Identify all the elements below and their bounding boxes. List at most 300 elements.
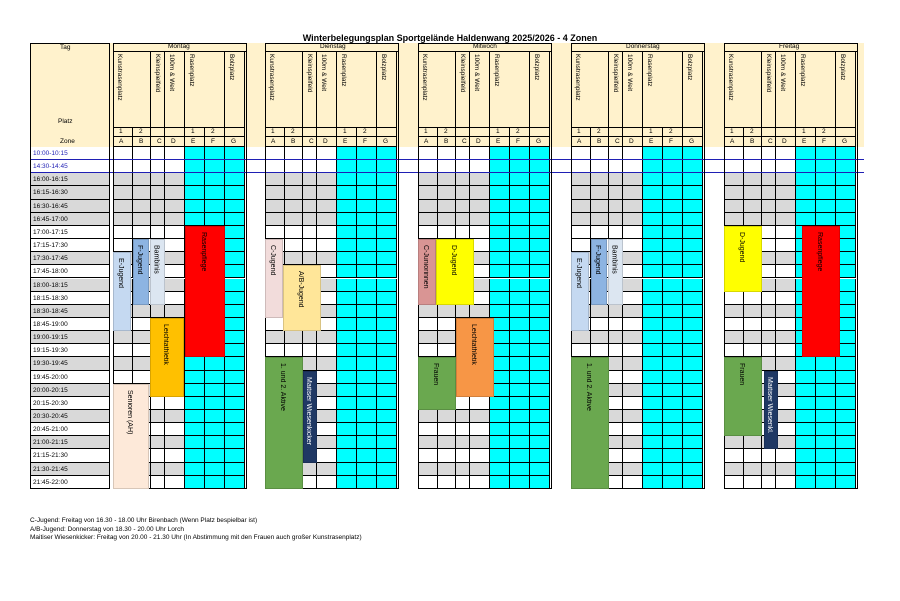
slot-cell[interactable]: [357, 226, 377, 239]
slot-cell[interactable]: [317, 410, 337, 423]
slot-cell[interactable]: [571, 331, 591, 344]
slot-cell[interactable]: [510, 449, 530, 462]
slot-cell[interactable]: [643, 331, 663, 344]
slot-cell[interactable]: [816, 410, 836, 423]
slot-cell[interactable]: [530, 265, 550, 278]
slot-cell[interactable]: [623, 344, 643, 357]
slot-cell[interactable]: [185, 213, 205, 226]
slot-cell[interactable]: [683, 410, 703, 423]
slot-cell[interactable]: [337, 344, 357, 357]
slot-cell[interactable]: [816, 449, 836, 462]
slot-cell[interactable]: [776, 292, 796, 305]
slot-cell[interactable]: [683, 476, 703, 489]
slot-cell[interactable]: [265, 226, 285, 239]
slot-cell[interactable]: [623, 423, 643, 436]
slot-cell[interactable]: [418, 423, 438, 436]
slot-cell[interactable]: [357, 292, 377, 305]
slot-cell[interactable]: [337, 252, 357, 265]
slot-cell[interactable]: [113, 186, 133, 199]
slot-cell[interactable]: [663, 463, 683, 476]
slot-cell[interactable]: [470, 463, 490, 476]
slot-cell[interactable]: [663, 436, 683, 449]
slot-cell[interactable]: [683, 384, 703, 397]
slot-cell[interactable]: [683, 160, 703, 173]
slot-cell[interactable]: [285, 160, 303, 173]
slot-cell[interactable]: [185, 463, 205, 476]
slot-cell[interactable]: [456, 423, 470, 436]
slot-cell[interactable]: [133, 331, 151, 344]
slot-cell[interactable]: [683, 449, 703, 462]
slot-cell[interactable]: [185, 200, 205, 213]
slot-cell[interactable]: [317, 463, 337, 476]
slot-cell[interactable]: [623, 449, 643, 462]
slot-cell[interactable]: [591, 186, 609, 199]
slot-cell[interactable]: [377, 160, 397, 173]
slot-cell[interactable]: [285, 239, 303, 252]
slot-cell[interactable]: [456, 213, 470, 226]
slot-cell[interactable]: [643, 384, 663, 397]
slot-cell[interactable]: [609, 318, 623, 331]
slot-cell[interactable]: [643, 213, 663, 226]
slot-cell[interactable]: [796, 410, 816, 423]
slot-cell[interactable]: [591, 213, 609, 226]
slot-cell[interactable]: [151, 200, 165, 213]
slot-cell[interactable]: [571, 173, 591, 186]
slot-cell[interactable]: [571, 239, 591, 252]
slot-cell[interactable]: [133, 344, 151, 357]
slot-cell[interactable]: [377, 449, 397, 462]
slot-cell[interactable]: [623, 436, 643, 449]
slot-cell[interactable]: [510, 436, 530, 449]
slot-cell[interactable]: [337, 476, 357, 489]
slot-cell[interactable]: [623, 371, 643, 384]
slot-cell[interactable]: [317, 371, 337, 384]
slot-cell[interactable]: [337, 410, 357, 423]
slot-cell[interactable]: [456, 449, 470, 462]
slot-cell[interactable]: [683, 423, 703, 436]
slot-cell[interactable]: [377, 279, 397, 292]
slot-cell[interactable]: [762, 160, 776, 173]
slot-cell[interactable]: [744, 173, 762, 186]
slot-cell[interactable]: [796, 476, 816, 489]
slot-cell[interactable]: [418, 200, 438, 213]
slot-cell[interactable]: [683, 463, 703, 476]
slot-cell[interactable]: [591, 344, 609, 357]
slot-cell[interactable]: [836, 173, 856, 186]
slot-cell[interactable]: [663, 318, 683, 331]
slot-cell[interactable]: [643, 436, 663, 449]
slot-cell[interactable]: [744, 200, 762, 213]
slot-cell[interactable]: [623, 239, 643, 252]
slot-cell[interactable]: [776, 436, 796, 449]
slot-cell[interactable]: [490, 213, 510, 226]
slot-cell[interactable]: [683, 436, 703, 449]
slot-cell[interactable]: [438, 200, 456, 213]
slot-cell[interactable]: [205, 186, 225, 199]
slot-cell[interactable]: [530, 226, 550, 239]
slot-cell[interactable]: [683, 371, 703, 384]
slot-cell[interactable]: [185, 423, 205, 436]
slot-cell[interactable]: [165, 213, 185, 226]
slot-cell[interactable]: [776, 331, 796, 344]
slot-cell[interactable]: [683, 213, 703, 226]
slot-cell[interactable]: [510, 265, 530, 278]
slot-cell[interactable]: [490, 252, 510, 265]
slot-cell[interactable]: [683, 239, 703, 252]
slot-cell[interactable]: [133, 160, 151, 173]
slot-cell[interactable]: [438, 186, 456, 199]
slot-cell[interactable]: [357, 463, 377, 476]
slot-cell[interactable]: [816, 160, 836, 173]
slot-cell[interactable]: [456, 436, 470, 449]
slot-cell[interactable]: [796, 384, 816, 397]
slot-cell[interactable]: [225, 279, 245, 292]
slot-cell[interactable]: [185, 173, 205, 186]
slot-cell[interactable]: [762, 213, 776, 226]
slot-cell[interactable]: [265, 331, 285, 344]
slot-cell[interactable]: [744, 476, 762, 489]
slot-cell[interactable]: [816, 423, 836, 436]
slot-cell[interactable]: [836, 357, 856, 370]
slot-cell[interactable]: [683, 200, 703, 213]
slot-cell[interactable]: [836, 476, 856, 489]
slot-cell[interactable]: [816, 200, 836, 213]
slot-cell[interactable]: [609, 186, 623, 199]
slot-cell[interactable]: [623, 226, 643, 239]
slot-cell[interactable]: [113, 371, 133, 384]
slot-cell[interactable]: [609, 213, 623, 226]
slot-cell[interactable]: [165, 410, 185, 423]
slot-cell[interactable]: [225, 357, 245, 370]
slot-cell[interactable]: [683, 318, 703, 331]
slot-cell[interactable]: [762, 292, 776, 305]
slot-cell[interactable]: [663, 186, 683, 199]
slot-cell[interactable]: [185, 186, 205, 199]
slot-cell[interactable]: [438, 449, 456, 462]
slot-cell[interactable]: [165, 463, 185, 476]
slot-cell[interactable]: [377, 410, 397, 423]
slot-cell[interactable]: [744, 213, 762, 226]
slot-cell[interactable]: [571, 186, 591, 199]
slot-cell[interactable]: [609, 173, 623, 186]
slot-cell[interactable]: [205, 436, 225, 449]
slot-cell[interactable]: [205, 213, 225, 226]
slot-cell[interactable]: [205, 384, 225, 397]
slot-cell[interactable]: [165, 239, 185, 252]
slot-cell[interactable]: [377, 173, 397, 186]
slot-cell[interactable]: [317, 239, 337, 252]
slot-cell[interactable]: [225, 410, 245, 423]
slot-cell[interactable]: [643, 305, 663, 318]
slot-cell[interactable]: [510, 423, 530, 436]
slot-cell[interactable]: [643, 397, 663, 410]
slot-cell[interactable]: [762, 463, 776, 476]
slot-cell[interactable]: [357, 476, 377, 489]
slot-cell[interactable]: [377, 371, 397, 384]
slot-cell[interactable]: [337, 423, 357, 436]
slot-cell[interactable]: [663, 371, 683, 384]
slot-cell[interactable]: [762, 357, 776, 370]
slot-cell[interactable]: [225, 344, 245, 357]
slot-cell[interactable]: [623, 160, 643, 173]
slot-cell[interactable]: [683, 305, 703, 318]
slot-cell[interactable]: [357, 279, 377, 292]
slot-cell[interactable]: [357, 213, 377, 226]
slot-cell[interactable]: [683, 292, 703, 305]
slot-cell[interactable]: [836, 397, 856, 410]
slot-cell[interactable]: [683, 173, 703, 186]
slot-cell[interactable]: [185, 357, 205, 370]
slot-cell[interactable]: [663, 357, 683, 370]
slot-cell[interactable]: [744, 449, 762, 462]
slot-cell[interactable]: [609, 384, 623, 397]
slot-cell[interactable]: [530, 186, 550, 199]
slot-cell[interactable]: [530, 371, 550, 384]
slot-cell[interactable]: [225, 226, 245, 239]
slot-cell[interactable]: [816, 476, 836, 489]
slot-cell[interactable]: [796, 449, 816, 462]
slot-cell[interactable]: [377, 213, 397, 226]
slot-cell[interactable]: [816, 173, 836, 186]
slot-cell[interactable]: [724, 463, 744, 476]
slot-cell[interactable]: [796, 423, 816, 436]
slot-cell[interactable]: [185, 436, 205, 449]
slot-cell[interactable]: [357, 265, 377, 278]
slot-cell[interactable]: [609, 226, 623, 239]
slot-cell[interactable]: [357, 449, 377, 462]
slot-cell[interactable]: [776, 357, 796, 370]
slot-cell[interactable]: [776, 423, 796, 436]
slot-cell[interactable]: [510, 397, 530, 410]
slot-cell[interactable]: [663, 397, 683, 410]
slot-cell[interactable]: [623, 318, 643, 331]
slot-cell[interactable]: [285, 200, 303, 213]
slot-cell[interactable]: [133, 173, 151, 186]
slot-cell[interactable]: [438, 318, 456, 331]
slot-cell[interactable]: [609, 423, 623, 436]
slot-cell[interactable]: [317, 357, 337, 370]
slot-cell[interactable]: [724, 476, 744, 489]
slot-cell[interactable]: [470, 305, 490, 318]
slot-cell[interactable]: [205, 371, 225, 384]
slot-cell[interactable]: [762, 239, 776, 252]
slot-cell[interactable]: [663, 344, 683, 357]
slot-cell[interactable]: [225, 318, 245, 331]
slot-cell[interactable]: [643, 423, 663, 436]
slot-cell[interactable]: [744, 305, 762, 318]
slot-cell[interactable]: [744, 186, 762, 199]
slot-cell[interactable]: [337, 226, 357, 239]
slot-cell[interactable]: [530, 160, 550, 173]
slot-cell[interactable]: [225, 463, 245, 476]
slot-cell[interactable]: [357, 305, 377, 318]
slot-cell[interactable]: [470, 397, 490, 410]
slot-cell[interactable]: [418, 305, 438, 318]
slot-cell[interactable]: [776, 239, 796, 252]
slot-cell[interactable]: [377, 200, 397, 213]
slot-cell[interactable]: [337, 292, 357, 305]
slot-cell[interactable]: [776, 410, 796, 423]
slot-cell[interactable]: [357, 252, 377, 265]
slot-cell[interactable]: [438, 410, 456, 423]
slot-cell[interactable]: [623, 331, 643, 344]
slot-cell[interactable]: [490, 305, 510, 318]
slot-cell[interactable]: [205, 173, 225, 186]
slot-cell[interactable]: [510, 239, 530, 252]
slot-cell[interactable]: [418, 173, 438, 186]
slot-cell[interactable]: [591, 200, 609, 213]
slot-cell[interactable]: [643, 357, 663, 370]
slot-cell[interactable]: [357, 344, 377, 357]
slot-cell[interactable]: [438, 463, 456, 476]
slot-cell[interactable]: [663, 265, 683, 278]
slot-cell[interactable]: [470, 449, 490, 462]
slot-cell[interactable]: [776, 252, 796, 265]
slot-cell[interactable]: [683, 344, 703, 357]
slot-cell[interactable]: [571, 200, 591, 213]
slot-cell[interactable]: [357, 436, 377, 449]
slot-cell[interactable]: [643, 200, 663, 213]
slot-cell[interactable]: [113, 239, 133, 252]
slot-cell[interactable]: [510, 331, 530, 344]
slot-cell[interactable]: [303, 344, 317, 357]
slot-cell[interactable]: [510, 344, 530, 357]
slot-cell[interactable]: [643, 173, 663, 186]
slot-cell[interactable]: [438, 423, 456, 436]
slot-cell[interactable]: [456, 476, 470, 489]
slot-cell[interactable]: [796, 160, 816, 173]
slot-cell[interactable]: [663, 449, 683, 462]
slot-cell[interactable]: [265, 213, 285, 226]
slot-cell[interactable]: [776, 279, 796, 292]
slot-cell[interactable]: [317, 476, 337, 489]
slot-cell[interactable]: [205, 160, 225, 173]
slot-cell[interactable]: [816, 213, 836, 226]
slot-cell[interactable]: [418, 410, 438, 423]
slot-cell[interactable]: [623, 463, 643, 476]
slot-cell[interactable]: [337, 318, 357, 331]
slot-cell[interactable]: [683, 357, 703, 370]
slot-cell[interactable]: [470, 173, 490, 186]
slot-cell[interactable]: [133, 226, 151, 239]
slot-cell[interactable]: [225, 186, 245, 199]
slot-cell[interactable]: [762, 476, 776, 489]
slot-cell[interactable]: [377, 318, 397, 331]
slot-cell[interactable]: [133, 318, 151, 331]
slot-cell[interactable]: [490, 160, 510, 173]
slot-cell[interactable]: [418, 436, 438, 449]
slot-cell[interactable]: [438, 331, 456, 344]
slot-cell[interactable]: [776, 305, 796, 318]
slot-cell[interactable]: [418, 344, 438, 357]
slot-cell[interactable]: [225, 449, 245, 462]
slot-cell[interactable]: [133, 371, 151, 384]
slot-cell[interactable]: [776, 371, 796, 384]
slot-cell[interactable]: [317, 186, 337, 199]
slot-cell[interactable]: [490, 449, 510, 462]
slot-cell[interactable]: [113, 160, 133, 173]
slot-cell[interactable]: [609, 463, 623, 476]
slot-cell[interactable]: [643, 252, 663, 265]
slot-cell[interactable]: [776, 200, 796, 213]
slot-cell[interactable]: [205, 423, 225, 436]
slot-cell[interactable]: [151, 173, 165, 186]
slot-cell[interactable]: [591, 160, 609, 173]
slot-cell[interactable]: [303, 213, 317, 226]
slot-cell[interactable]: [438, 226, 456, 239]
slot-cell[interactable]: [438, 305, 456, 318]
slot-cell[interactable]: [418, 160, 438, 173]
slot-cell[interactable]: [591, 173, 609, 186]
slot-cell[interactable]: [303, 160, 317, 173]
slot-cell[interactable]: [185, 449, 205, 462]
slot-cell[interactable]: [683, 252, 703, 265]
slot-cell[interactable]: [490, 463, 510, 476]
slot-cell[interactable]: [438, 436, 456, 449]
slot-cell[interactable]: [762, 344, 776, 357]
slot-cell[interactable]: [530, 397, 550, 410]
slot-cell[interactable]: [165, 186, 185, 199]
slot-cell[interactable]: [762, 318, 776, 331]
slot-cell[interactable]: [357, 357, 377, 370]
slot-cell[interactable]: [776, 449, 796, 462]
slot-cell[interactable]: [724, 213, 744, 226]
slot-cell[interactable]: [337, 239, 357, 252]
slot-cell[interactable]: [377, 423, 397, 436]
slot-cell[interactable]: [456, 397, 470, 410]
slot-cell[interactable]: [225, 160, 245, 173]
slot-cell[interactable]: [744, 331, 762, 344]
slot-cell[interactable]: [265, 344, 285, 357]
slot-cell[interactable]: [836, 186, 856, 199]
slot-cell[interactable]: [623, 384, 643, 397]
slot-cell[interactable]: [796, 213, 816, 226]
slot-cell[interactable]: [609, 436, 623, 449]
slot-cell[interactable]: [337, 186, 357, 199]
slot-cell[interactable]: [816, 397, 836, 410]
slot-cell[interactable]: [438, 213, 456, 226]
slot-cell[interactable]: [377, 397, 397, 410]
slot-cell[interactable]: [133, 305, 151, 318]
slot-cell[interactable]: [470, 476, 490, 489]
slot-cell[interactable]: [776, 186, 796, 199]
slot-cell[interactable]: [265, 160, 285, 173]
slot-cell[interactable]: [762, 226, 776, 239]
slot-cell[interactable]: [165, 436, 185, 449]
slot-cell[interactable]: [796, 371, 816, 384]
slot-cell[interactable]: [151, 305, 165, 318]
slot-cell[interactable]: [418, 331, 438, 344]
slot-cell[interactable]: [225, 292, 245, 305]
slot-cell[interactable]: [510, 357, 530, 370]
slot-cell[interactable]: [623, 305, 643, 318]
slot-cell[interactable]: [836, 449, 856, 462]
slot-cell[interactable]: [377, 436, 397, 449]
slot-cell[interactable]: [816, 186, 836, 199]
slot-cell[interactable]: [724, 200, 744, 213]
slot-cell[interactable]: [623, 279, 643, 292]
slot-cell[interactable]: [609, 410, 623, 423]
slot-cell[interactable]: [816, 436, 836, 449]
slot-cell[interactable]: [165, 226, 185, 239]
slot-cell[interactable]: [225, 331, 245, 344]
slot-cell[interactable]: [265, 200, 285, 213]
slot-cell[interactable]: [317, 160, 337, 173]
slot-cell[interactable]: [744, 344, 762, 357]
slot-cell[interactable]: [377, 265, 397, 278]
slot-cell[interactable]: [151, 397, 165, 410]
slot-cell[interactable]: [490, 186, 510, 199]
